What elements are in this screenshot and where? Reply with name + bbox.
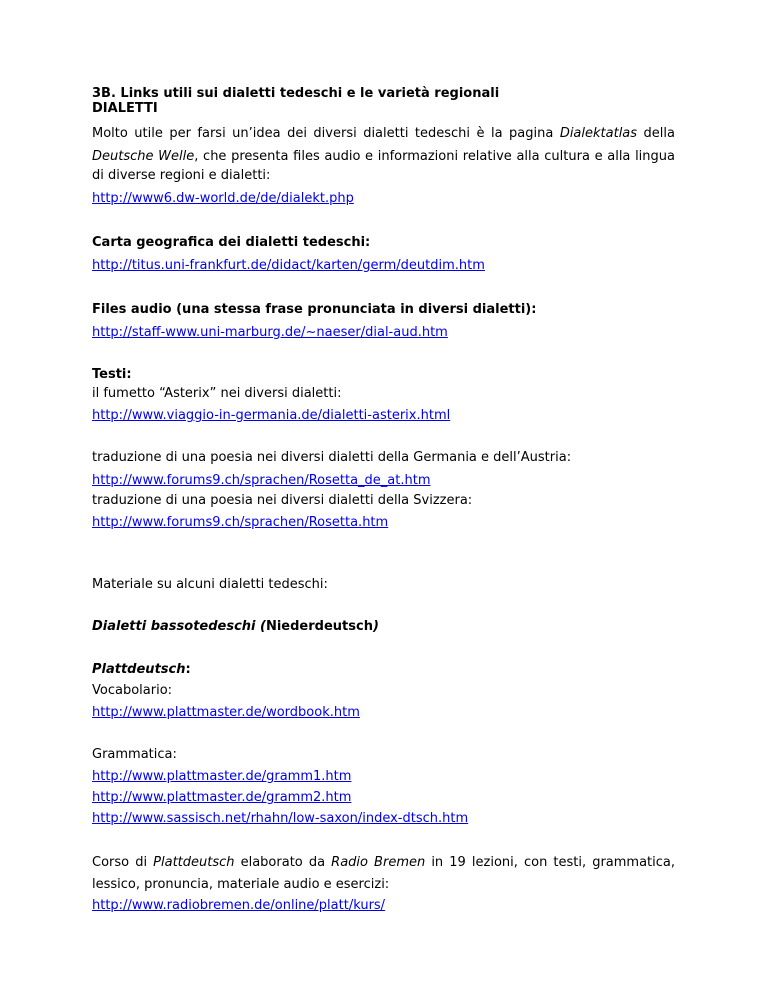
intro-text: Molto utile per farsi un’idea dei diversi dialetti tedeschi è la pagina <box>92 126 560 141</box>
asterix-text: il fumetto “Asterix” nei diversi dialetti: <box>92 386 342 401</box>
carta-link[interactable]: http://titus.uni-frankfurt.de/didact/karten/germ/deutdim.htm <box>92 258 485 273</box>
corso-link[interactable]: http://www.radiobremen.de/online/platt/kurs/ <box>92 898 386 913</box>
carta-title: Carta geografica dei dialetti tedeschi: <box>92 235 371 250</box>
paren-close: ) <box>372 619 379 634</box>
asterix-link[interactable]: http://www.viaggio-in-germania.de/dialetti-asterix.html <box>92 408 451 423</box>
poesia-ch-text: traduzione di una poesia nei diversi dialetti della Svizzera: <box>92 493 473 508</box>
grammatica-link-1[interactable]: http://www.plattmaster.de/gramm1.htm <box>92 769 352 784</box>
bassotedeschi-heading <box>92 619 379 635</box>
niederdeutsch-term: Niederdeutsch <box>265 619 373 634</box>
poesia-ch-link[interactable]: http://www.forums9.ch/sprachen/Rosetta.htm <box>92 515 389 530</box>
materiale-text: Materiale su alcuni dialetti tedeschi: <box>92 577 328 592</box>
corso-line-1 <box>92 855 675 871</box>
plattdeutsch-heading <box>92 662 191 678</box>
corso-text: in 19 lezioni, con testi, grammatica, <box>425 855 676 870</box>
intro-line-2 <box>92 149 675 165</box>
plattdeutsch-term: Plattdeutsch <box>92 662 186 677</box>
poesia-de-text: traduzione di una poesia nei diversi dialetti della Germania e dell’Austria: <box>92 450 572 465</box>
section-title: 3B. Links utili sui dialetti tedeschi e le varietà regionali <box>92 86 500 101</box>
grammatica-link-2[interactable]: http://www.plattmaster.de/gramm2.htm <box>92 790 352 805</box>
vocabolario-label: Vocabolario: <box>92 683 173 698</box>
plattdeutsch-term: Plattdeutsch <box>153 855 235 870</box>
intro-line-3: di diverse regioni e dialetti: <box>92 168 271 183</box>
intro-line-1 <box>92 126 675 142</box>
radio-bremen-term: Radio Bremen <box>331 855 426 870</box>
dialekt-link[interactable]: http://www6.dw-world.de/de/dialekt.php <box>92 191 354 206</box>
section-subtitle: DIALETTI <box>92 101 158 116</box>
audio-title: Files audio (una stessa frase pronunciata in diversi dialetti): <box>92 302 537 317</box>
deutsche-welle-term: Deutsche Welle <box>92 149 195 164</box>
corso-text: elaborato da <box>234 855 332 870</box>
corso-text: Corso di <box>92 855 154 870</box>
grammatica-link-3[interactable]: http://www.sassisch.net/rhahn/low-saxon/index-dtsch.htm <box>92 811 469 826</box>
intro-text: , che presenta files audio e informazioni relative alla cultura e alla lingua <box>194 149 675 164</box>
poesia-de-link[interactable]: http://www.forums9.ch/sprachen/Rosetta_de_at.htm <box>92 473 431 488</box>
grammatica-label: Grammatica: <box>92 747 177 762</box>
corso-line-2: lessico, pronuncia, materiale audio e esercizi: <box>92 877 390 892</box>
testi-title: Testi: <box>92 367 132 382</box>
audio-link[interactable]: http://staff-www.uni-marburg.de/~naeser/dial-aud.htm <box>92 325 448 340</box>
vocabolario-link[interactable]: http://www.plattmaster.de/wordbook.htm <box>92 705 360 720</box>
dialektatlas-term: Dialektatlas <box>559 126 638 141</box>
intro-text: della <box>637 126 675 141</box>
bassotedeschi-term: Dialetti bassotedeschi ( <box>92 619 266 634</box>
colon: : <box>185 662 191 677</box>
